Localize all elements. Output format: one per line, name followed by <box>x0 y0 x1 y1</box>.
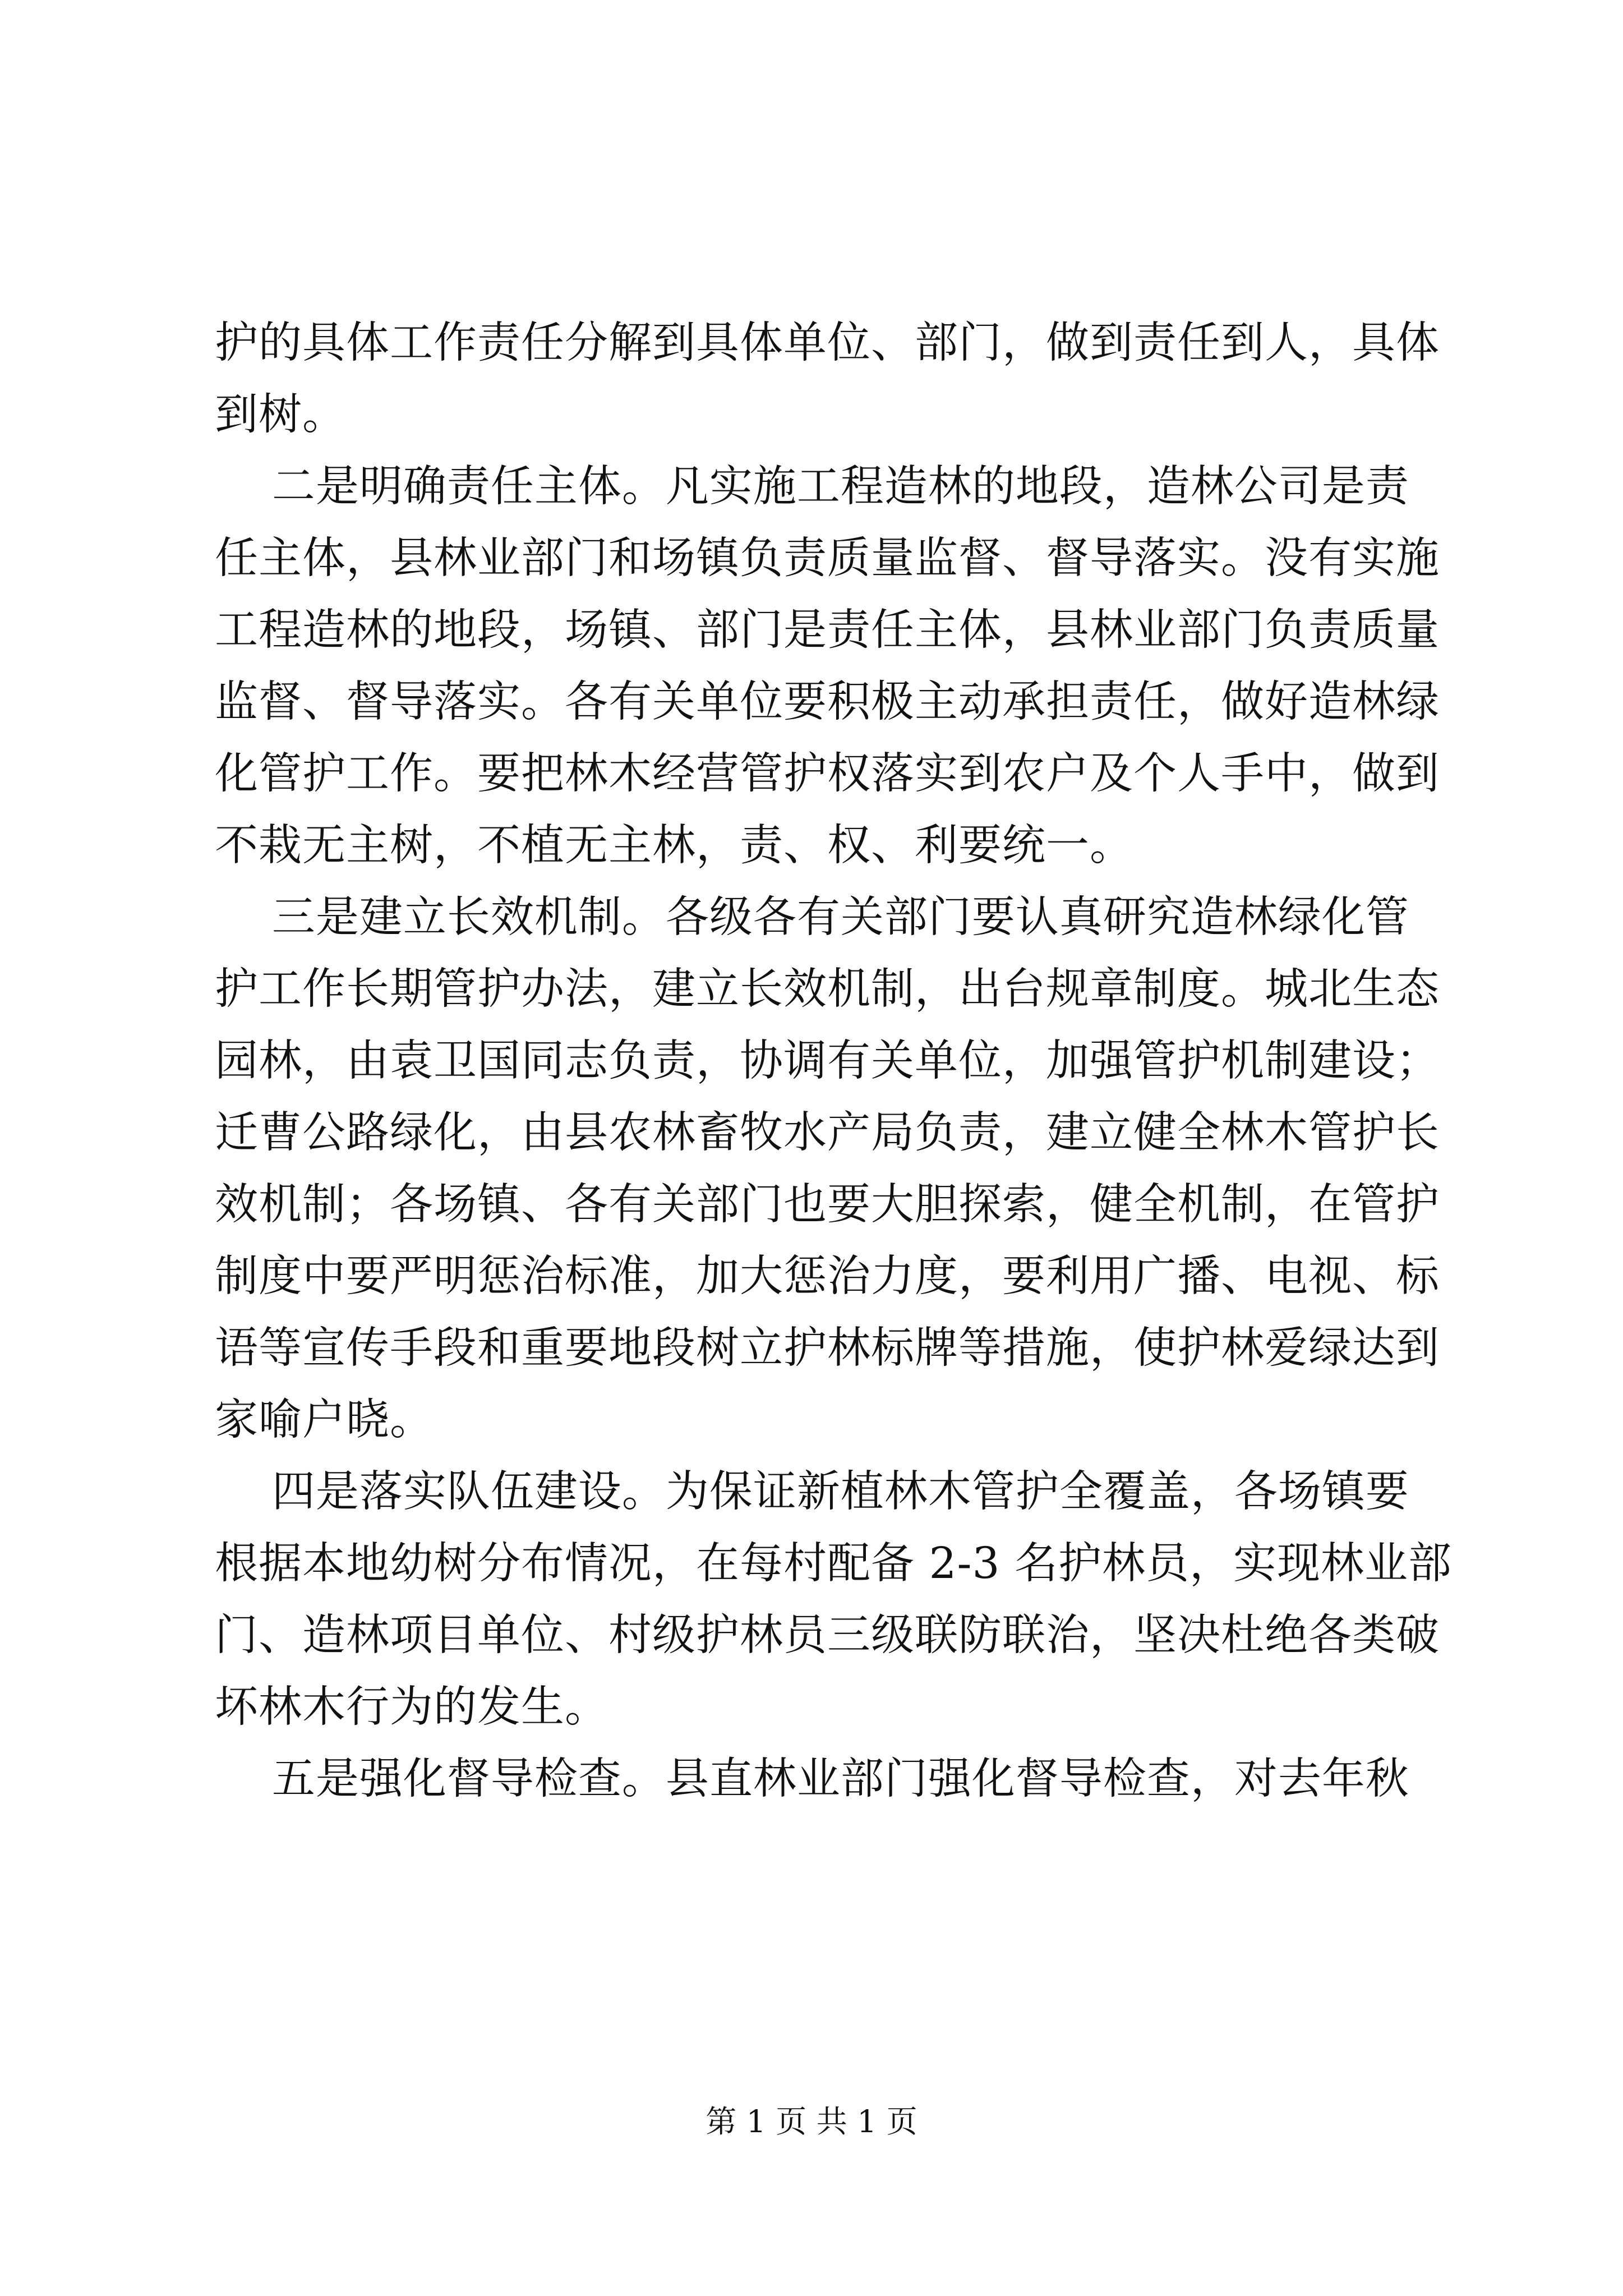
text-line: 不栽无主树，不植无主林，责、权、利要统一。 <box>215 821 1133 871</box>
page-number-footer: 第 1 页 共 1 页 <box>706 2104 917 2139</box>
text-line: 坏林木行为的发生。 <box>215 1682 608 1732</box>
text-line: 迁曹公路绿化，由县农林畜牧水产局负责，建立健全林木管护长 <box>215 1108 1440 1158</box>
text-line: 园林，由袁卫国同志负责，协调有关单位，加强管护机制建设； <box>215 1036 1440 1086</box>
text-line: 三是建立长效机制。各级各有关部门要认真研究造林绿化管 <box>215 892 1409 942</box>
text-line: 制度中要严明惩治标准，加大惩治力度，要利用广播、电视、标 <box>215 1251 1440 1301</box>
text-line: 二是明确责任主体。凡实施工程造林的地段，造林公司是责 <box>215 462 1409 512</box>
text-line: 效机制；各场镇、各有关部门也要大胆探索，健全机制，在管护 <box>215 1180 1440 1230</box>
text-line: 护工作长期管护办法，建立长效机制，出台规章制度。城北生态 <box>215 964 1440 1014</box>
text-line: 护的具体工作责任分解到具体单位、部门，做到责任到人，具体 <box>215 318 1440 368</box>
text-line: 任主体，县林业部门和场镇负责质量监督、督导落实。没有实施 <box>215 533 1440 583</box>
text-line: 四是落实队伍建设。为保证新植林木管护全覆盖，各场镇要 <box>215 1467 1409 1517</box>
text-line: 家喻户晓。 <box>215 1395 434 1445</box>
document-body <box>215 307 1452 1815</box>
text-line: 五是强化督导检查。县直林业部门强化督导检查，对去年秋 <box>215 1754 1409 1804</box>
text-line: 根据本地幼树分布情况，在每村配备 2-3 名护林员，实现林业部 <box>215 1539 1452 1589</box>
text-line: 到树。 <box>215 390 346 440</box>
text-line: 工程造林的地段，场镇、部门是责任主体，县林业部门负责质量 <box>215 605 1440 655</box>
text-line: 化管护工作。要把林木经营管护权落实到农户及个人手中，做到 <box>215 749 1440 799</box>
text-line: 语等宣传手段和重要地段树立护林标牌等措施，使护林爱绿达到 <box>215 1323 1440 1373</box>
text-line: 门、造林项目单位、村级护林员三级联防联治，坚决杜绝各类破 <box>215 1611 1440 1660</box>
text-line: 监督、督导落实。各有关单位要积极主动承担责任，做好造林绿 <box>215 677 1440 727</box>
